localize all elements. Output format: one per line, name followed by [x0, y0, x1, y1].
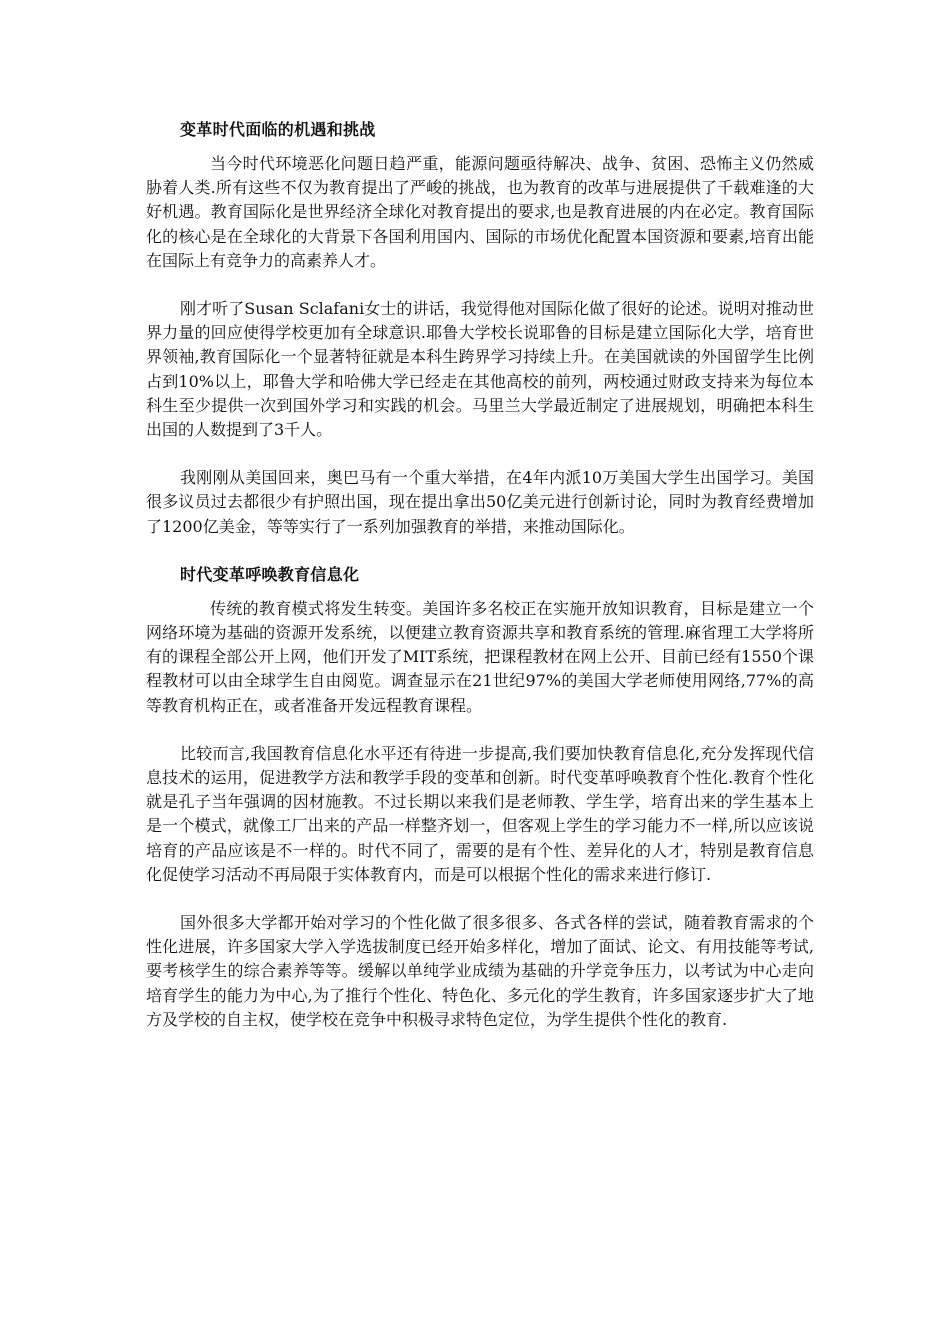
- paragraph-internationalization: 刚才听了Susan Sclafani女士的讲话，我觉得他对国际化做了很好的论述。说明对推动世界力量的回应使得学校更加有全球意识.耶鲁大学校长说耶鲁的目标是建立国际化大学，培育世界领袖,教育国际化一个显著特征就是本科生跨界学习持续上升。在美国就读的外国留学生比例占到10%以上，耶鲁大学和哈佛大学已经走在其他高校的前列，两校通过财政支持来为每位本科生至少提供一次到国外学习和实践的机会。马里兰大学最近制定了进展规划，明确把本科生出国的人数提到了3千人。: [146, 299, 814, 440]
- paragraph-environment: 当今时代环境恶化问题日趋严重，能源问题亟待解决、战争、贫困、恐怖主义仍然威胁着人类.所有这些不仅为教育提出了严峻的挑战，也为教育的改革与进展提供了千载难逢的大好机遇。教育国际化是世界经济全球化对教育提出的要求,也是教育进展的内在必定。教育国际化的核心是在全球化的大背景下各国利用国内、国际的市场优化配置本国资源和要素,培育出能在国际上有竞争力的高素养人才。: [146, 154, 814, 270]
- section-heading-opportunities: 变革时代面临的机遇和挑战: [180, 120, 376, 139]
- paragraph-open-knowledge: 传统的教育模式将发生转变。美国许多名校正在实施开放知识教育，目标是建立一个网络环境为基础的资源开发系统，以便建立教育资源共享和教育系统的管理.麻省理工大学将所有的课程全部公开上网，他们开发了MIT系统，把课程教材在网上公开、目前已经有1550个课程教材可以由全球学生自由阅览。调查显示在21世纪97%的美国大学老师使用网络,77%的高等教育机构正在，或者准备开发远程教育课程。: [146, 598, 814, 715]
- document-page: [146, 118, 814, 1056]
- section-heading-informatization: 时代变革呼唤教育信息化: [180, 564, 360, 584]
- paragraph-personalization: 比较而言,我国教育信息化水平还有待进一步提高,我们要加快教育信息化,充分发挥现代信息技术的运用，促进教学方法和教学手段的变革和创新。时代变革呼唤教育个性化.教育个性化就是孔子当年强调的因材施教。不过长期以来我们是老师教、学生学，培育出来的学生基本上是一个模式，就像工厂出来的产品一样整齐划一，但客观上学生的学习能力不一样,所以应该说培育的产品应该是不一样的。时代不同了，需要的是有个性、差异化的人才，特别是教育信息化促使学习活动不再局限于实体教育内，而是可以根据个性化的需求来进行修订.: [146, 743, 814, 884]
- paragraph-admission-reform: 国外很多大学都开始对学习的个性化做了很多很多、各式各样的尝试，随着教育需求的个性化进展，许多国家大学入学选拔制度已经开始多样化，增加了面试、论文、有用技能等考试,要考核学生的综合素养等等。缓解以单纯学业成绩为基础的升学竞争压力，以考试为中心走向培育学生的能力为中心,为了推行个性化、特色化、多元化的学生教育，许多国家逐步扩大了地方及学校的自主权，使学校在竞争中积极寻求特色定位，为学生提供个性化的教育.: [146, 913, 814, 1029]
- paragraph-us-initiatives: 我刚刚从美国回来，奥巴马有一个重大举措，在4年内派10万美国大学生出国学习。美国很多议员过去都很少有护照出国，现在提出拿出50亿美元进行创新讨论，同时为教育经费增加了1200亿美金，等等实行了一系列加强教育的举措，来推动国际化。: [146, 468, 814, 536]
